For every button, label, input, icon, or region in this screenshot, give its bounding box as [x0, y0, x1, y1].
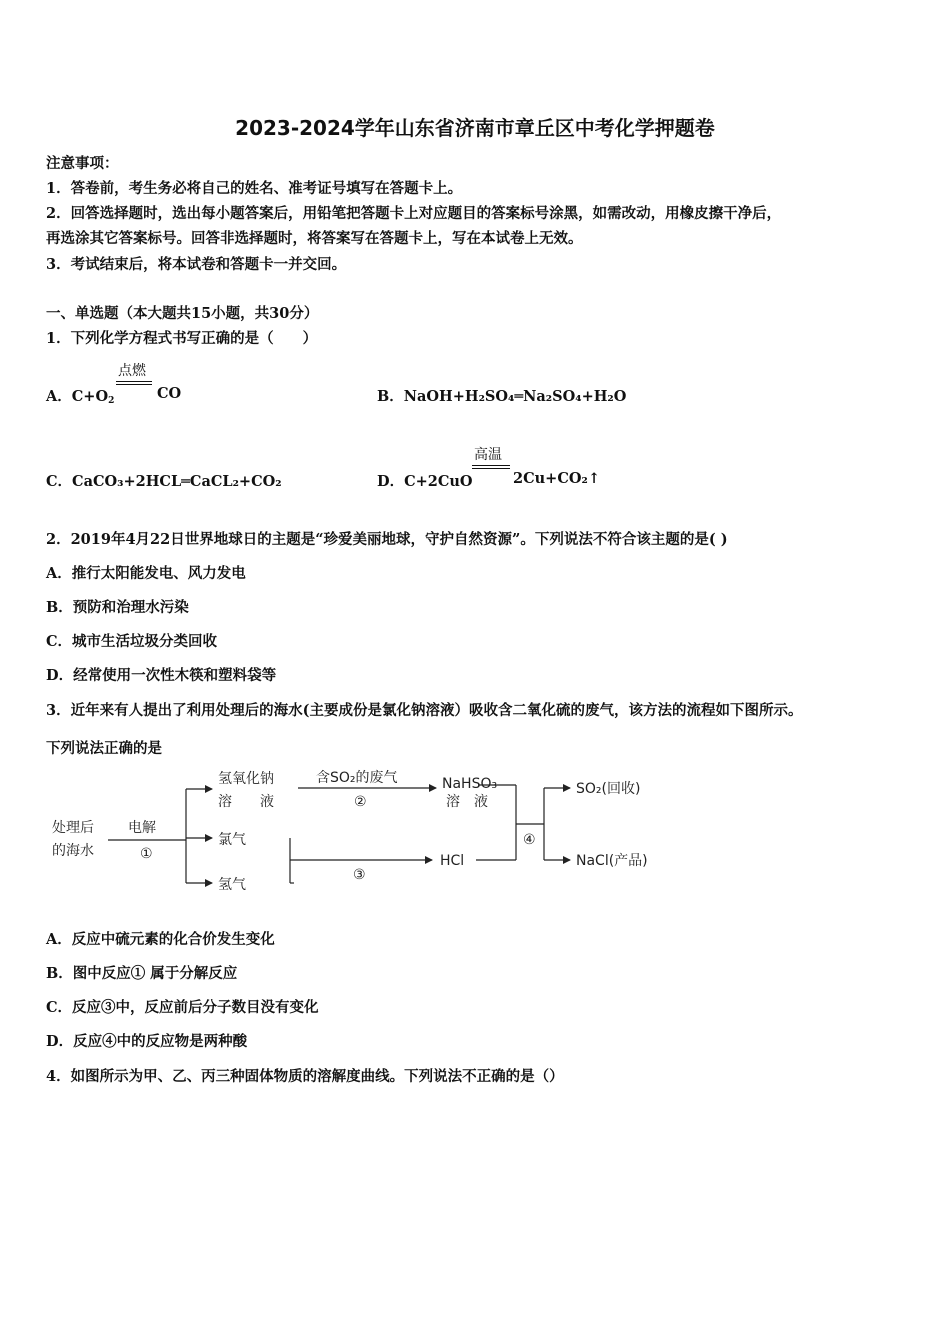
diagram-chlorine: 氯气	[218, 832, 246, 848]
diagram-step2-number: ②	[354, 794, 367, 810]
q2-option-c: C．城市生活垃圾分类回收	[46, 633, 218, 650]
note-item: 1．答卷前，考生务必将自己的姓名、准考证号填写在答题卡上。	[46, 180, 463, 197]
q3-option-d: D．反应④中的反应物是两种酸	[46, 1033, 248, 1050]
q3-stem: 3．近年来有人提出了利用处理后的海水(主要成份是氯化钠溶液）吸收含二氧化硫的废气，该方法的流程如下图所示。	[46, 702, 803, 719]
diagram-so2-gas: 含SO₂的废气	[316, 770, 398, 786]
q1-a-subscript: 2	[108, 396, 115, 406]
diagram-nahso3-line1: NaHSO₃	[442, 776, 498, 792]
q1-option-d: D．C+2CuO	[377, 473, 473, 490]
q3-flow-diagram	[0, 760, 950, 900]
q1-option-a	[46, 385, 114, 406]
q2-option-a: A．推行太阳能发电、风力发电	[46, 565, 246, 582]
diagram-naoh-line1: 氢氧化钠	[218, 771, 274, 787]
diagram-hcl: HCl	[440, 853, 465, 869]
q1-a-product: CO	[157, 385, 182, 402]
q2-option-b: B．预防和治理水污染	[46, 599, 189, 616]
diagram-nahso3-line2: 溶 液	[446, 794, 488, 810]
q3-option-b: B．图中反应① 属于分解反应	[46, 965, 238, 982]
diagram-nacl-product: NaCl(产品)	[576, 853, 648, 869]
diagram-hydrogen: 氢气	[218, 877, 246, 893]
q1-d-equals-sign	[472, 465, 510, 469]
diagram-so2-recover: SO₂(回收)	[576, 781, 641, 797]
diagram-step3-number: ③	[353, 867, 366, 883]
q1-a-reactants: A．C+O	[46, 388, 109, 405]
diagram-step1-label: 电解	[128, 820, 156, 836]
diagram-naoh-line2: 溶 液	[218, 794, 274, 810]
diagram-start-line1: 处理后	[52, 820, 94, 836]
note-item: 再选涂其它答案标号。回答非选择题时，将答案写在答题卡上，写在本试卷上无效。	[46, 230, 583, 247]
q1-a-condition: 点燃	[118, 363, 146, 379]
q3-stem-continued: 下列说法正确的是	[46, 740, 162, 757]
diagram-start-line2: 的海水	[52, 843, 94, 859]
note-item: 3．考试结束后，将本试卷和答题卡一并交回。	[46, 256, 347, 273]
q3-option-a: A．反应中硫元素的化合价发生变化	[46, 931, 275, 948]
q1-a-equals-sign	[116, 381, 152, 385]
q1-option-b: B．NaOH+H₂SO₄═Na₂SO₄+H₂O	[377, 388, 627, 405]
note-item: 2．回答选择题时，选出每小题答案后，用铅笔把答题卡上对应题目的答案标号涂黑，如需改动，用橡皮擦干净后，	[46, 205, 782, 222]
q4-stem: 4．如图所示为甲、乙、丙三种固体物质的溶解度曲线。下列说法不正确的是（）	[46, 1068, 564, 1085]
q1-stem: 1．下列化学方程式书写正确的是（ ）	[46, 330, 318, 347]
q1-option-c: C．CaCO₃+2HCL═CaCL₂+CO₂	[46, 473, 282, 490]
page-title: 2023-2024学年山东省济南市章丘区中考化学押题卷	[235, 116, 715, 140]
section-heading: 一、单选题（本大题共15小题，共30分）	[46, 305, 319, 322]
q3-option-c: C．反应③中，反应前后分子数目没有变化	[46, 999, 319, 1016]
q2-stem: 2．2019年4月22日世界地球日的主题是“珍爱美丽地球，守护自然资源”。下列说法不符合该主题的是( )	[46, 531, 728, 548]
diagram-step1-number: ①	[140, 846, 153, 862]
diagram-step4-number: ④	[523, 832, 536, 848]
q1-d-product: 2Cu+CO₂↑	[513, 470, 600, 487]
q2-option-d: D．经常使用一次性木筷和塑料袋等	[46, 667, 277, 684]
notes-heading: 注意事项：	[46, 155, 119, 172]
q1-d-condition: 高温	[474, 447, 502, 463]
